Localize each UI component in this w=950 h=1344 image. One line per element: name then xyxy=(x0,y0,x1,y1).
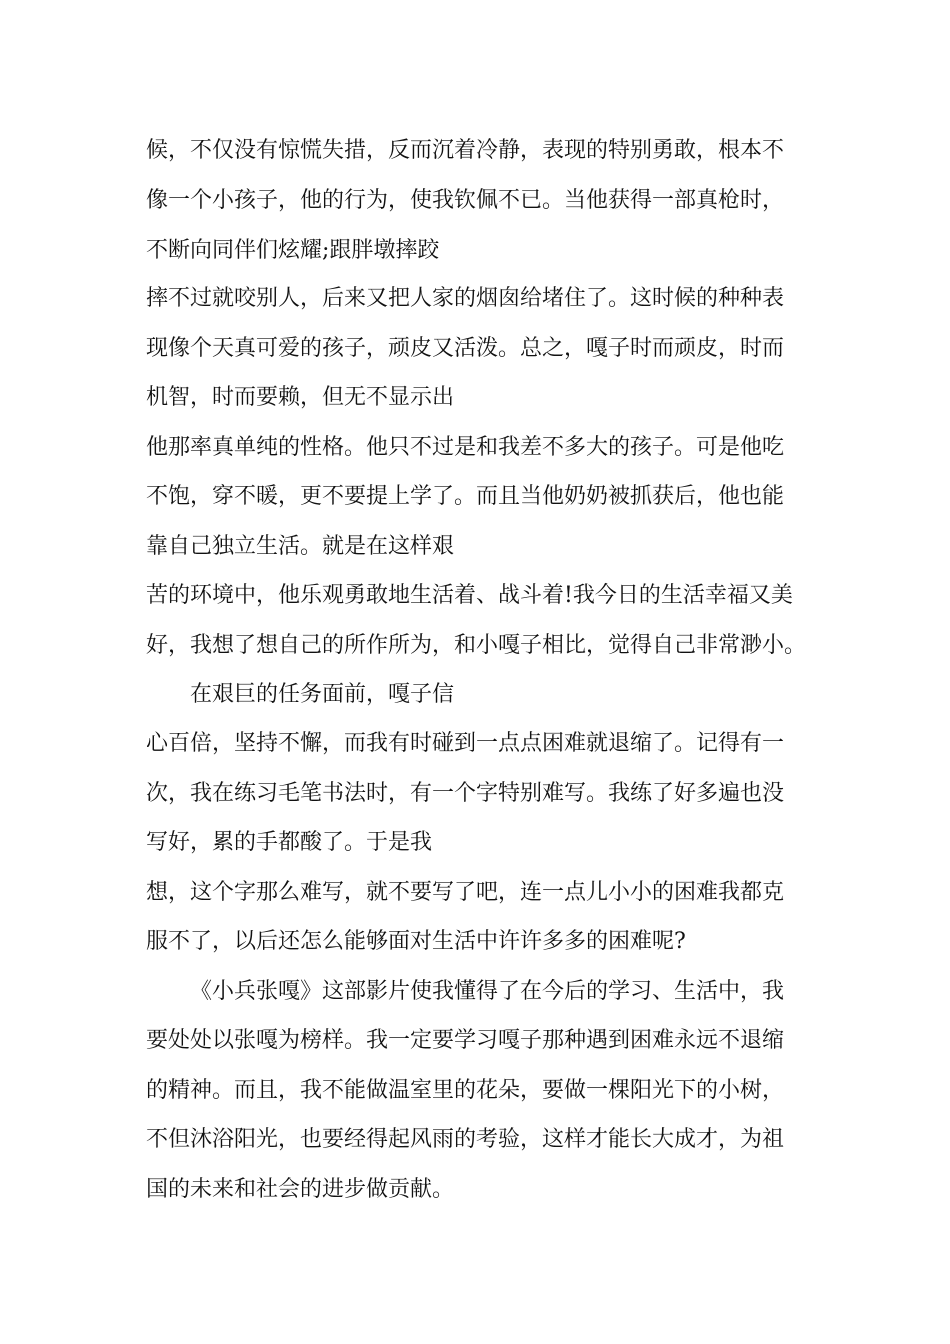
paragraph-start-line: 在艰巨的任务面前，嘎子信 xyxy=(190,682,455,707)
text-line: 他那率真单纯的性格。他只不过是和我差不多大的孩子。可是他吃 xyxy=(146,435,785,460)
text-line: 现像个天真可爱的孩子，顽皮又活泼。总之，嘎子时而顽皮，时而 xyxy=(146,336,785,361)
text-line: 不断向同伴们炫耀;跟胖墩摔跤 xyxy=(146,238,440,263)
text-line: 不但沐浴阳光，也要经得起风雨的考验，这样才能长大成才，为祖 xyxy=(146,1127,785,1152)
paragraph-start-line: 《小兵张嘎》这部影片使我懂得了在今后的学习、生活中，我 xyxy=(190,979,785,1004)
text-line: 苦的环境中，他乐观勇敢地生活着、战斗着!我今日的生活幸福又美 xyxy=(146,583,793,608)
text-line: 不饱，穿不暖，更不要提上学了。而且当他奶奶被抓获后，他也能 xyxy=(146,484,785,509)
text-line: 的精神。而且，我不能做温室里的花朵，要做一棵阳光下的小树， xyxy=(146,1078,785,1103)
text-line: 好，我想了想自己的所作所为，和小嘎子相比，觉得自己非常渺小。 xyxy=(146,633,807,658)
text-line: 要处处以张嘎为榜样。我一定要学习嘎子那种遇到困难永远不退缩 xyxy=(146,1028,785,1053)
text-line: 像一个小孩子，他的行为，使我钦佩不已。当他获得一部真枪时， xyxy=(146,188,785,213)
text-line: 心百倍，坚持不懈，而我有时碰到一点点困难就退缩了。记得有一 xyxy=(146,731,785,756)
text-line: 次，我在练习毛笔书法时，有一个字特别难写。我练了好多遍也没 xyxy=(146,781,785,806)
text-line: 机智，时而要赖，但无不显示出 xyxy=(146,385,455,410)
text-line: 靠自己独立生活。就是在这样艰 xyxy=(146,534,455,559)
text-line: 国的未来和社会的进步做贡献。 xyxy=(146,1177,455,1202)
text-line: 摔不过就咬别人，后来又把人家的烟囱给堵住了。这时候的种种表 xyxy=(146,286,785,311)
text-line: 服不了，以后还怎么能够面对生活中许许多多的困难呢? xyxy=(146,929,686,954)
text-line: 写好，累的手都酸了。于是我 xyxy=(146,830,433,855)
text-line: 想，这个字那么难写，就不要写了吧，连一点儿小小的困难我都克 xyxy=(146,880,785,905)
text-line: 候，不仅没有惊慌失措，反而沉着冷静，表现的特别勇敢，根本不 xyxy=(146,138,785,163)
